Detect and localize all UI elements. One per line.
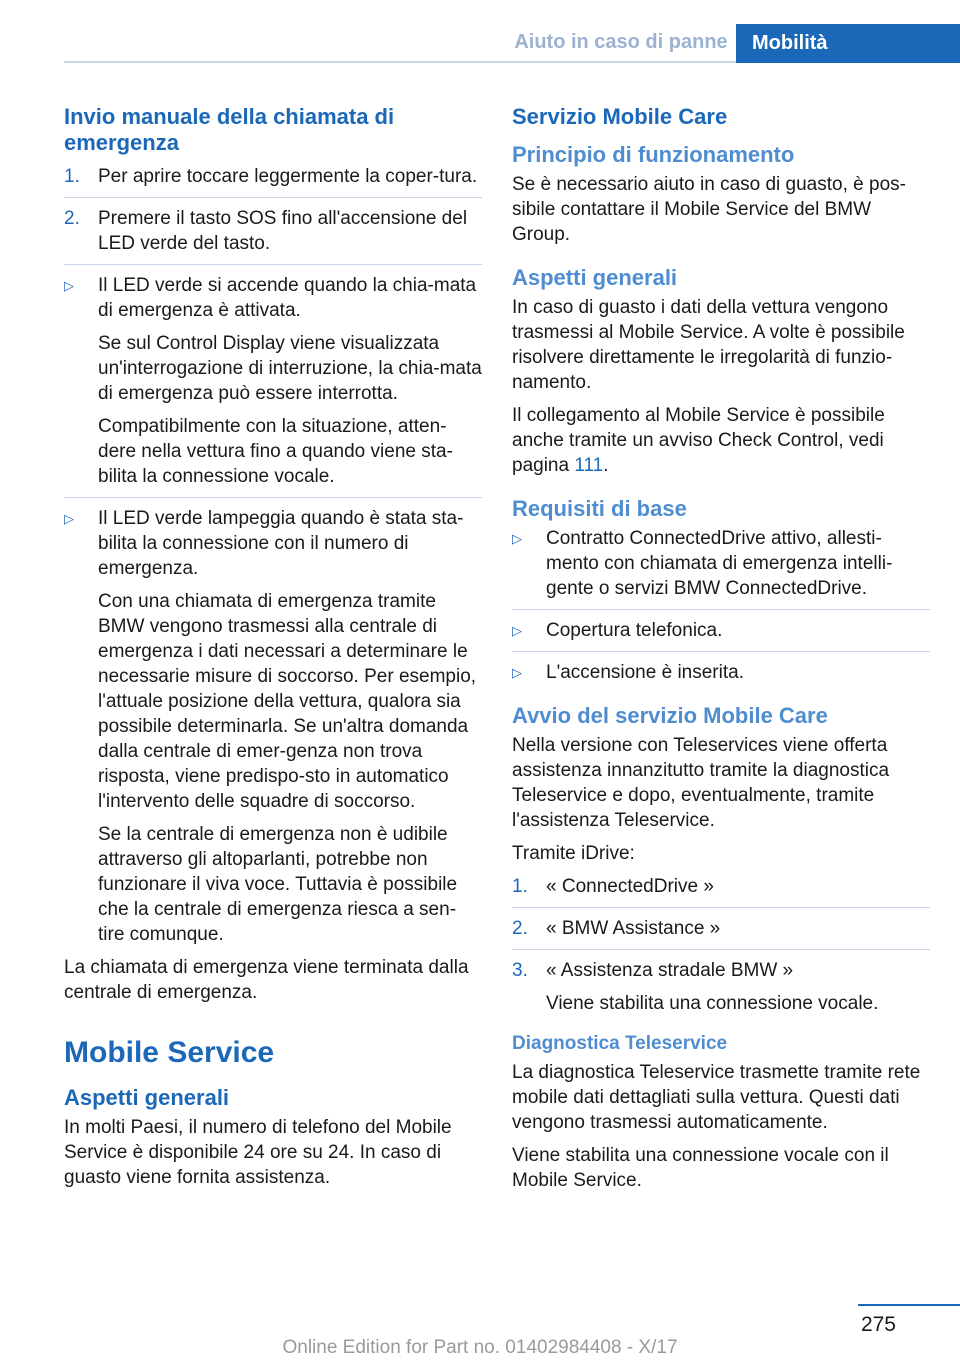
divider (512, 609, 930, 610)
triangle-bullet-icon: ▷ (512, 531, 522, 546)
divider (512, 907, 930, 908)
right-column (512, 104, 930, 1201)
requirement-text: Contratto ConnectedDrive attivo, allesti-mento con chiamata di emergenza intelli-gente o servizi BMW ConnectedDrive. (546, 528, 893, 599)
requirement-text: L'accensione è inserita. (546, 662, 744, 683)
step-number: 1. (64, 166, 80, 187)
page-link[interactable]: 111 (574, 455, 604, 476)
paragraph-text: . (603, 455, 609, 476)
general-title: Aspetti generali (512, 265, 678, 290)
step-number: 1. (512, 876, 528, 897)
principle-title: Principio di funzionamento (512, 142, 795, 167)
paragraph: Viene stabilita una connessione vocale con il Mobile Service. (512, 1145, 889, 1191)
paragraph: In caso di guasto i dati della vettura vengono trasmessi al Mobile Service. A volte è possibile risolvere direttamente le irregolarità di funzio-namento. (512, 297, 905, 393)
step-text: « Assistenza stradale BMW » (546, 960, 794, 981)
paragraph: Tramite iDrive: (512, 843, 635, 864)
paragraph: Il LED verde si accende quando la chia-mata di emergenza è attivata. (98, 275, 477, 321)
divider (64, 197, 482, 198)
step-text: Per aprire toccare leggermente la coper-tura. (98, 166, 478, 187)
list-item (64, 506, 482, 947)
header-chapter: Mobilità (736, 24, 960, 63)
header-section: Aiuto in caso di panne (514, 31, 728, 53)
list-item (512, 916, 930, 941)
list-item (64, 164, 482, 189)
step-result: Viene stabilita una connessione vocale. (546, 993, 879, 1014)
list-item (512, 660, 930, 685)
triangle-bullet-icon: ▷ (64, 511, 74, 526)
page-number-rule (858, 1304, 960, 1306)
requirements-title: Requisiti di base (512, 496, 687, 521)
list-item (512, 874, 930, 899)
triangle-bullet-icon: ▷ (512, 623, 522, 638)
footer-edition: Online Edition for Part no. 01402984408 - X/17 (282, 1337, 678, 1358)
diagnostics-title: Diagnostica Teleservice (512, 1033, 728, 1054)
page-number: 275 (860, 1313, 896, 1336)
paragraph (512, 403, 930, 478)
general-title: Aspetti generali (64, 1085, 230, 1110)
triangle-bullet-icon: ▷ (512, 665, 522, 680)
paragraph: Il LED verde lampeggia quando è stata sta-bilita la connessione con il numero di emergenza. (98, 508, 464, 579)
list-item (64, 273, 482, 489)
step-text: « BMW Assistance » (546, 918, 721, 939)
list-item (512, 958, 930, 1016)
step-number: 2. (512, 918, 528, 939)
mobile-care-title: Servizio Mobile Care (512, 104, 728, 129)
step-number: 2. (64, 208, 80, 229)
start-title: Avvio del servizio Mobile Care (512, 703, 828, 728)
paragraph: In molti Paesi, il numero di telefono del Mobile Service è disponibile 24 ore su 24. In caso di guasto viene fornita assistenza. (64, 1117, 452, 1188)
step-text: « ConnectedDrive » (546, 876, 714, 897)
divider (512, 949, 930, 950)
list-item (512, 618, 930, 643)
step-text: Premere il tasto SOS fino all'accensione del LED verde del tasto. (98, 208, 468, 254)
divider (512, 651, 930, 652)
mobile-service-title: Mobile Service (64, 1036, 275, 1069)
paragraph-text: Il collegamento al Mobile Service è possibile anche tramite un avviso Check Control, vedi pagina (512, 405, 885, 476)
left-column (64, 104, 482, 1198)
paragraph: La diagnostica Teleservice trasmette tramite rete mobile dati dettagliati sulla vettura. Questi dati vengono trasmessi automaticamente. (512, 1062, 921, 1133)
paragraph: Nella versione con Teleservices viene offerta assistenza innanzitutto tramite la diagnostica Teleservice e dopo, eventualmente, tramite l'assistenza Teleservice. (512, 735, 890, 831)
paragraph: Compatibilmente con la situazione, atten-dere nella vettura fino a quando viene sta-bilita la connessione vocale. (98, 416, 453, 487)
list-item (512, 526, 930, 601)
divider (64, 264, 482, 265)
triangle-bullet-icon: ▷ (64, 278, 74, 293)
manual-call-title: Invio manuale della chiamata di emergenza (64, 104, 395, 155)
paragraph: Se è necessario aiuto in caso di guasto, è pos-sibile contattare il Mobile Service del BMW Group. (512, 174, 906, 245)
divider (64, 497, 482, 498)
paragraph: Se sul Control Display viene visualizzata un'interrogazione di interruzione, la chia-mata di emergenza può essere interrotta. (98, 333, 482, 404)
paragraph: Con una chiamata di emergenza tramite BMW vengono trasmessi alla centrale di emergenza i dati necessari a determinare le necessarie misure di soccorso. Per esempio, l'attuale posizione della vettura, qualora sia possibile determinarla. Se un'altra domanda dalla centrale di emer-genza non trova risposta, viene predispo-sto in automatico l'intervento delle squadre di soccorso. (98, 591, 477, 812)
step-number: 3. (512, 960, 528, 981)
paragraph: Se la centrale di emergenza non è udibile attraverso gli altoparlanti, potrebbe non funzionare il viva voce. Tuttavia è possibile che la centrale di emergenza riesca a sen-tire comunque. (98, 824, 458, 945)
requirement-text: Copertura telefonica. (546, 620, 723, 641)
paragraph: La chiamata di emergenza viene terminata dalla centrale di emergenza. (64, 957, 469, 1003)
list-item (64, 206, 482, 256)
